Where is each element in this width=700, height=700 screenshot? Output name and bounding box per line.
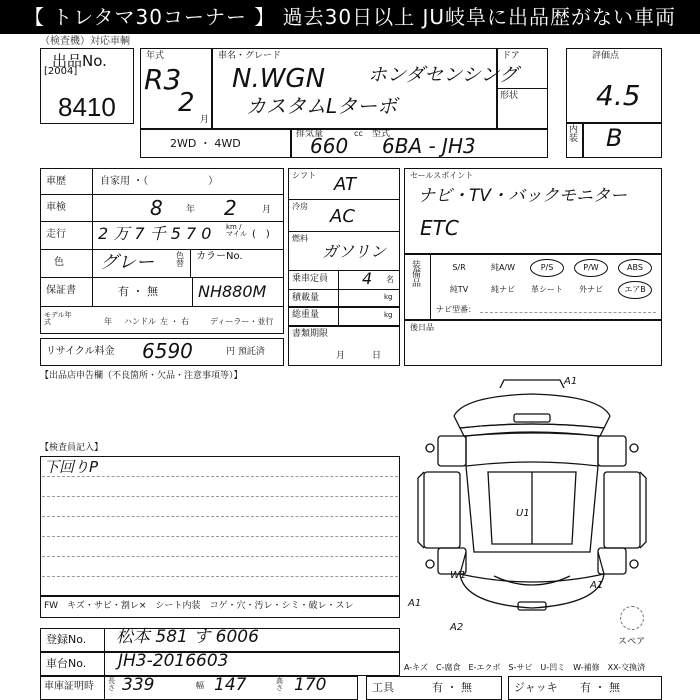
capacity-label: 乗車定員 [292,274,329,284]
drive-type: 2WD ・ 4WD [170,137,241,150]
type-label: 型式 [372,129,391,139]
equipment-row2-item: 純ナビ [491,285,515,294]
mark-a1-top: A1 [564,376,578,387]
inspection-label: 車検 [46,202,66,213]
cert-width-label: 幅 [196,681,204,690]
shape-label: 形状 [500,91,519,101]
color-label: 色 [54,257,64,268]
ac-label: 冷房 [292,202,308,211]
spare-label: スペア [618,637,646,647]
doc-unit: 月 日 [336,351,382,361]
colorno-value: NH880M [198,282,267,301]
model-year-unit: 年 [104,317,112,326]
car-name: N.WGN [232,64,326,94]
vehicle-info-table [40,168,284,334]
fuel-label: 燃料 [292,234,308,243]
month-unit: 月 [200,115,210,125]
equipment-circle-mark [618,259,652,277]
door-label: ドア [502,51,520,61]
tools-label: 工具 [372,681,394,694]
tools-value: 有 ・ 無 [432,681,472,694]
cert-length: 339 [122,675,155,695]
equipment-row1-item: P/W [583,263,599,272]
sales-line1: ナビ・TV・バックモニター [418,186,628,206]
month-value: 2 [178,88,195,118]
registration-label: 登録No. [46,633,87,646]
model-year-label: モデル年式 [44,311,72,326]
load-label: 積載量 [292,293,320,303]
year-value: R3 [144,63,182,96]
displacement-unit: cc [354,129,363,138]
score-value: 4.5 [596,79,641,112]
displacement-label: 排気量 [296,129,324,139]
cert-height-label: 高さ [276,677,283,692]
inspector-note: 下回りP [44,458,99,476]
header-banner: 【 トレタマ30コーナー 】 過去30日以上 JU岐阜に出品歴がない車両 [0,0,700,34]
equipment-row1-item: P/S [540,263,554,272]
warranty-value: 有 ・ 無 [118,285,158,298]
ac-value: AC [330,206,355,227]
inspection-month: 2 [224,196,237,220]
shift-value: AT [334,174,356,195]
mileage-label: 走行 [46,229,66,240]
inspection-month-unit: 月 [262,205,272,215]
colorno-label: カラーNo. [196,251,243,262]
color-value: グレー [100,252,154,273]
equipment-row2-item: 外ナビ [579,285,603,294]
registration-value: 松本 581 す 6006 [116,627,259,647]
weight-unit: kg [384,311,393,319]
recycle-label: リサイクル料金 [46,346,115,357]
seller-note: 【出品店申告欄（不良箇所・欠品・注意事項等）】 [40,371,243,381]
shift-label: シフト [292,171,316,180]
inspection-year: 8 [150,196,163,220]
equipment-row1-item: 純A/W [490,263,516,272]
lot-year-tag: [2004] [44,66,78,77]
mileage: 2 万 7 千 5 7 0 [98,224,212,243]
mark-a1-right: A1 [590,580,604,591]
damage-row-text: FW キズ・サビ・割レ× シート内装 コゲ・穴・汚レ・シミ・破レ・スレ [44,601,354,611]
score-label: 評価点 [592,51,620,61]
history-value: 自家用 ・（ ） [100,176,219,187]
weight-label: 総重量 [292,310,320,320]
displacement: 660 [310,134,349,158]
inspector-box [40,456,400,596]
mark-a2: A2 [450,622,464,633]
chassis-label: 車台No. [46,657,87,670]
after-label: 後日品 [410,323,434,332]
top-note: （検査機）対応車輌 [40,36,130,47]
equipment-row2-item: エアB [624,285,646,294]
capacity-unit: 名 [386,275,394,284]
equipment-label: 装備品 [412,261,422,289]
car-damage-diagram [404,376,662,634]
damage-legend: A-キズ C-腐食 E-エクボ S-サビ U-凹ミ W-補修 XX-交換済 [404,663,646,672]
mileage-unit: km / マイル [226,223,247,238]
equipment-circle-mark [618,281,652,299]
jack-label: ジャッキ [514,681,558,694]
equipment-row1-item: S/R [452,263,466,272]
cert-length-label: 長さ [108,677,115,692]
recycle-unit: 円 預託済 [226,347,265,357]
cert-label: 車庫証明時 [44,681,94,692]
interior-label: 内装 [569,125,579,144]
lot-label: 出品No. [52,52,107,70]
doc-label: 書類期限 [292,329,329,339]
color-swap: 色替 [176,251,184,268]
chassis-value: JH3-2016603 [118,651,229,671]
history-label: 車歴 [46,176,66,187]
equipment-circle-mark [530,259,564,277]
capacity-value: 4 [362,269,373,288]
sales-line2: ETC [420,216,459,240]
interior-value: B [606,124,623,152]
grade: ホンダセンシング [368,64,518,86]
equipment-row2-item: 純TV [449,285,469,294]
inspector-label: 【検査員記入】 [40,443,104,453]
warranty-label: 保証書 [46,285,76,296]
mark-a1-left: A1 [408,598,422,609]
inspection-year-unit: 年 [186,205,196,215]
type-value: 6BA - JH3 [382,134,476,158]
after-box [404,320,662,366]
handle-value: 左 ・ 右 [160,317,190,326]
dealer-label: ディーラー・並行 [210,317,274,326]
spare-tire-icon [620,606,644,630]
lot-number: 8410 [58,92,116,122]
handle-label: ハンドル [124,317,156,326]
jack-value: 有 ・ 無 [580,681,620,694]
cert-height: 170 [294,675,327,695]
equipment-row1-item: ABS [627,263,643,272]
sales-box [404,168,662,254]
mark-w1: W1 [450,570,467,581]
year-label: 年式 [146,51,165,61]
equipment-row2-item: 革シート [531,285,563,294]
grade-2: カスタムLターボ [246,94,398,118]
navi-label: ナビ型番： [436,305,476,314]
fuel-value: ガソリン [322,242,387,261]
mark-u1: U1 [516,508,530,519]
name-label: 車名・グレード [218,51,282,61]
cert-width: 147 [214,675,247,695]
recycle-value: 6590 [142,339,193,363]
equipment-circle-mark [574,259,608,277]
sales-label: セールスポイント [410,171,474,180]
mileage-paren: ( ) [252,229,270,240]
load-unit: kg [384,293,393,301]
